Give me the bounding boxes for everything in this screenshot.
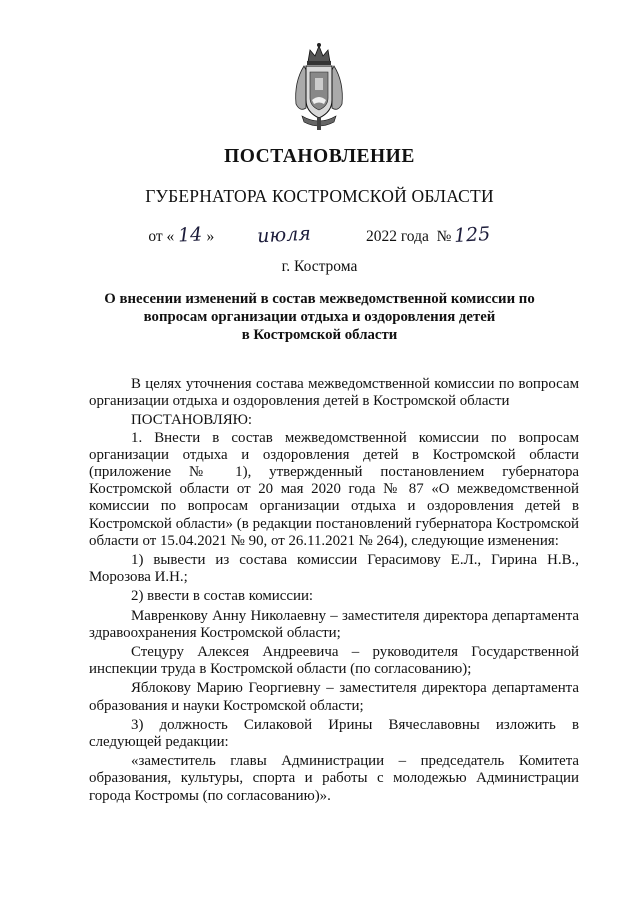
number-label: № — [436, 228, 452, 245]
intro-paragraph: В целях уточнения состава межведомственной комиссии по вопросам организации отдыха и оздоровления детей в Костромской области — [89, 376, 579, 410]
subitem-2-paragraph: 2) ввести в состав комиссии: — [131, 588, 314, 605]
member-2-paragraph: Стецуру Алексея Андреевича – руководителя Государственной инспекции труда в Костромской области (по согласованию); — [89, 644, 579, 678]
coat-of-arms-icon — [290, 42, 348, 132]
document-title: ПОСТАНОВЛЕНИЕ — [224, 146, 415, 167]
member-1-paragraph: Мавренкову Анну Николаевну – заместителя директора департамента здравоохранения Костромской области; — [89, 607, 579, 641]
heading-line: вопросам организации отдыха и оздоровления детей — [143, 309, 496, 325]
issuer-line: ГУБЕРНАТОРА КОСТРОМСКОЙ ОБЛАСТИ — [145, 186, 494, 206]
date-number-line — [0, 224, 639, 246]
item-1-paragraph: 1. Внести в состав межведомственной комиссии по вопросам организации отдыха и оздоровления детей в Костромской области (приложение № 1), утвержденный постановлением губернатора Костромской области от 20 мая 2020 года № 87 «О межведомственной комиссии по вопросам организации отдыха и оздоровления детей в Костромской области» (в редакции постановлений губернатора Костромской области от 15.04.2021 № 90, от 26.11.2021 № 264), следующие изменения: — [89, 429, 579, 549]
quote-paragraph: «заместитель главы Администрации – председатель Комитета образования, культуры, спорта и работы с молодежью Администрации города Костромы (по согласованию)». — [89, 753, 579, 804]
subitem-3-paragraph: 3) должность Силаковой Ирины Вячеславовны изложить в следующей редакции: — [89, 716, 579, 751]
city-line: г. Кострома — [281, 258, 358, 275]
heading-line: О внесении изменений в состав межведомственной комиссии по — [104, 291, 535, 307]
date-day-close: » — [206, 228, 215, 245]
heading-line: в Костромской области — [241, 327, 398, 343]
member-3-paragraph: Яблокову Марию Георгиевну – заместителя директора департамента образования и науки Костромской области; — [89, 680, 579, 714]
resolve-line: ПОСТАНОВЛЯЮ: — [131, 412, 253, 429]
subitem-1-paragraph: 1) вывести из состава комиссии Герасимову Е.Л., Гирина Н.В., Морозова И.Н.; — [89, 552, 579, 586]
date-year: 2022 года — [365, 228, 429, 245]
date-prefix: от « — [148, 228, 175, 245]
date-month: июля — [256, 222, 312, 248]
date-day: 14 — [177, 223, 204, 247]
document-body — [89, 376, 579, 805]
resolution-heading — [80, 290, 559, 344]
document-number: 125 — [453, 223, 492, 247]
